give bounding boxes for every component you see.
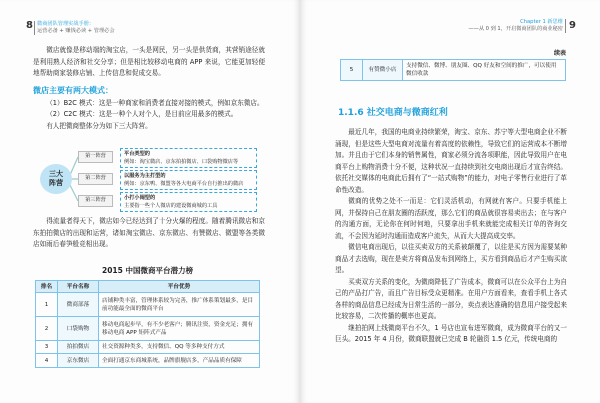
paragraph: 继拍拍网上线微商平台不久，1 号店也宣布进军微商，成为微商平台的又一巨头。2015 年 4 月份，微商联盟就已完成 B 轮融资 1.5 亿元，传统电商的 — [335, 323, 567, 343]
chapter-subtitle: ——从 0 到 1，开启微商团队的商业秘密 — [468, 26, 563, 32]
col-advantage: 平台优势 — [99, 281, 260, 293]
right-page — [300, 0, 600, 403]
platform-table — [35, 280, 260, 368]
cell-advantage: 支持微信、微博、朋友圈、QQ 好友和空间的推广，可以使用微信收款 — [403, 60, 566, 81]
camps-center-circle: 三大阵营 — [40, 164, 72, 194]
cell-advantage: 店铺种类丰富，管理体系较为完善，推广体系策划最多，是目前功能最全面的微商平台 — [99, 293, 260, 317]
cell-rank: 3 — [36, 341, 58, 354]
camp-label-3: 第三阵营 — [78, 195, 113, 207]
paragraph: 微信电商出现后，以往买卖双方的关系被颠覆了，以往是买方因为需要某种商品才去选购，现在是卖方将商品发布到网络上，买方看到商品后才产生购买欲望。 — [335, 243, 567, 274]
paragraph: 买卖双方关系的变化，为微商降低了广告成本，微商可以在公众平台上为自己的产品打广告，而且广告目标受众更精准。在用户方面看来，查看手机上各式各样的商品信息已经成为日常生活的一部分，卖点表达准确的信息用户接受起来比较容易，二次传播的概率也更高。 — [335, 277, 567, 320]
book-subtitle: 运营必备 + 赚钱必读 + 管理必会 — [37, 28, 115, 34]
page-number: 9 — [569, 20, 576, 31]
camp-desc-3 — [120, 192, 257, 212]
camp-title: 平台类型的 — [124, 151, 150, 157]
chapter-title: Chapter 1 新思维 — [520, 19, 563, 25]
body-text-2 — [33, 216, 265, 251]
cell-rank: 1 — [36, 293, 58, 317]
body-text — [335, 127, 567, 346]
intro-paragraph: 微店就像是移动端的淘宝店，一头是网民，另一头是供货商，其营销途径就是利用熟人经济和社交分享；但是相比较移动电商的 APP 来说，它能更加轻便地帮助商家装修店铺、上传信息和促成交易。 — [33, 46, 265, 77]
col-platform: 平台名称 — [58, 281, 99, 293]
mode-b2c: （1）B2C 模式：这是一种商家和消费者直接对接的模式，例如京东微店。 — [46, 98, 264, 107]
page-number: 8 — [26, 20, 33, 31]
paragraph: 微商的优势之处不一而足：它们灵活机动，有网就有客户。只要手机能上网，并保持自己在朋友圈的活跃度，那么它们的商品就很容易卖出去；在与客户的沟通方面，无论你在何时何地，只要拿出手机来就能完成相关订单的咨询交流，不会因为延时沟通而造成客户流失，从而大大提高成交率。 — [335, 197, 567, 240]
mode-c2c: （2）C2C 模式：这是一种个人对个人，是目前应用最多的模式。 — [46, 110, 238, 118]
cell-advantage: 移动电商起步早，有不少老客户；腾讯注资，资金充足；拥有移动电商 APP 矩阵式产品 — [99, 317, 260, 341]
cell-rank: 5 — [341, 60, 363, 81]
cell-platform: 有赞微小店 — [363, 60, 403, 81]
camps-intro: 有人把微商整体分为如下三大阵营。 — [46, 121, 152, 130]
camp-label-1: 第一阵营 — [78, 151, 113, 163]
camp-desc-2 — [120, 170, 257, 190]
cell-platform: 拍拍微店 — [58, 341, 99, 354]
cell-platform: 微商部落 — [58, 293, 99, 317]
cell-platform: 口袋购物 — [58, 317, 99, 341]
cell-rank: 4 — [36, 354, 58, 368]
col-rank: 排名 — [36, 281, 58, 293]
cell-rank: 2 — [36, 317, 58, 341]
book-title: 微商团队管理实战手册： — [37, 21, 95, 27]
table-header-row — [36, 281, 260, 293]
table-row — [341, 60, 566, 81]
camp-desc: 例如：淘宝微店、京东拍拍微店、口袋购物微店等 — [124, 159, 239, 165]
camp-label-2: 第二阵营 — [78, 173, 113, 185]
continued-label: 续表 — [553, 50, 566, 57]
table-title: 2015 中国微商平台潜力榜 — [102, 266, 193, 275]
table-row — [36, 293, 260, 317]
section-heading: 1.1.6 社交电商与微商红利 — [338, 108, 448, 118]
paragraph: 最近几年，我国的电商业持续繁荣，淘宝、京东、苏宁等大型电商企业不断涌现，但是这些大型电商对流量有着高度的依赖性，导致它们的运营成本不断增加。并且由于它们本身的销售属性，商家必须分流各项职能，因此导致用户在电商平台上购物消费十分不便，这种状况一直持续到社交电商出现后才宣告终结。依托社交媒体的电商此后拥有了“一站式购物”的能力，对电子零售行业进行了革命性改造。 — [335, 128, 567, 194]
table-row — [36, 341, 260, 354]
header-divider — [565, 19, 566, 33]
cell-platform: 京东微店 — [58, 354, 99, 368]
cell-advantage: 社交资源种类多，支持微信、QQ 等多种支付方式 — [99, 341, 260, 354]
camp-desc: 例如：京东鸭、微盟等各大电商平台自行推出的微店 — [124, 181, 244, 187]
paragraph: 得流量者得天下，微店如今已经达到了十分火爆的程度。随着腾讯微店和京东拍拍微店的出现和运营，诸如淘宝微店、京东微店、有赞微店、微盟等各类微店如雨后春笋般竞相出现。 — [33, 217, 265, 248]
camp-desc: 主要指一些个人微店的建设微商城的工具 — [124, 203, 218, 209]
camp-title: 以服务为主打型的 — [124, 173, 166, 179]
platform-table-continued — [340, 59, 566, 81]
camp-title: 小打小闹型的 — [124, 195, 156, 201]
table-row — [36, 317, 260, 341]
cell-advantage: 全面打通京东商城系统，品牌旗舰店多，产品品质有保障 — [99, 354, 260, 368]
table-row — [36, 354, 260, 368]
camp-desc-1 — [120, 148, 257, 168]
section-heading: 微店主要有两大模式： — [33, 85, 113, 95]
